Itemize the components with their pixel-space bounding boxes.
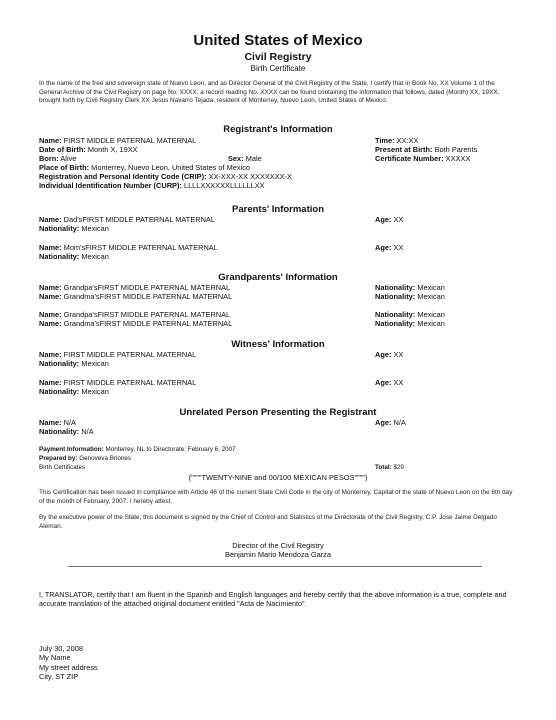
director-title: Director of the Civil Registry bbox=[232, 541, 324, 550]
witness1-nationality-row: Nationality: Mexican bbox=[39, 359, 109, 368]
translator-address-block bbox=[39, 644, 98, 682]
payment-words: (""""TWENTY-NINE and 00/100 MEXICAN PESOS"""") bbox=[188, 473, 368, 482]
parents-heading: Parents' Information bbox=[232, 204, 324, 215]
document-title: United States of Mexico bbox=[193, 32, 363, 49]
grandma1-nationality-row: Nationality: Mexican bbox=[375, 292, 445, 301]
document-subtitle: Civil Registry bbox=[244, 51, 312, 63]
payment-total-row: Total: $29 bbox=[375, 464, 404, 471]
registrant-born-row: Born: Alive bbox=[39, 154, 77, 163]
unrelated-age-row: Age: N/A bbox=[375, 418, 406, 427]
unrelated-heading: Unrelated Person Presenting the Registrant bbox=[179, 407, 377, 418]
registrant-pob-row: Place of Birth: Monterrey, Nuevo Leon, United States of Mexico bbox=[39, 163, 251, 172]
unrelated-name-row: Name: N/A bbox=[39, 418, 76, 427]
registrant-cert-row: Certificate Number: XXXXX bbox=[375, 154, 471, 163]
translator-statement: I, TRANSLATOR, certify that I am fluent in the Spanish and English languages and hereby certify that the above information is a true, complete and accurate translation of the attached original document entitled "Acta de Nacimiento". bbox=[39, 590, 507, 609]
footer-street: My street address bbox=[39, 662, 98, 672]
father-nationality-row: Nationality: Mexican bbox=[39, 224, 109, 233]
payment-info-row: Payment Information: Monterrey, NL to Directorate: February 6, 2007 bbox=[39, 446, 236, 453]
certification-paragraph: This Certification has been issued in compliance with Article 46 of the current State Civil Code in the city of Monterrey, Capital of the state of Nuevo Leon on the 6th day of the month of February, 2007. I hereby attest. bbox=[39, 489, 513, 505]
intro-paragraph: In the name of the free and sovereign state of Nuevo Leon, and as Director General of the Civil Registry of the State, I certify that in Book No. XX Volume 1 of the General Archive of the Civil Registry on page No. XXXX, a record reading No. XXXX can be found containing the information that follows, dated (Month) XX, 19XX, brought forth by Civil Registry Clerk XX Jesus Navarro Tejada, resident of Monterrey, Nuevo Leon, United States of Mexico. bbox=[39, 80, 500, 105]
registrant-heading: Registrant's Information bbox=[223, 124, 333, 135]
document-type: Birth Certificate bbox=[250, 64, 306, 73]
footer-city: City, ST ZIP bbox=[39, 672, 79, 682]
registrant-name-row: Name: FIRST MIDDLE PATERNAL MATERNAL bbox=[39, 136, 197, 145]
divider-line bbox=[68, 566, 482, 567]
witness-heading: Witness' Information bbox=[231, 339, 325, 350]
witness1-name-row: Name: FIRST MIDDLE PATERNAL MATERNAL bbox=[39, 350, 197, 359]
director-name: Benjamin Mario Mendoza Garza bbox=[225, 550, 331, 559]
grandma1-name-row: Name: Grandma'sFIRST MIDDLE PATERNAL MATERNAL bbox=[39, 292, 233, 301]
prepared-by-row: Prepared by: Genoveva Briones bbox=[39, 455, 132, 462]
executive-paragraph: By the executive power of the State, this document is signed by the Chief of Control and Statistics of the Directorate of the Civil Registry, C.P. Jose Jaime Delgado Aleman. bbox=[39, 514, 497, 530]
grandma2-name-row: Name: Grandma'sFIRST MIDDLE PATERNAL MATERNAL bbox=[39, 319, 233, 328]
grandma2-nationality-row: Nationality: Mexican bbox=[375, 319, 445, 328]
father-name-row: Name: Dad'sFIRST MIDDLE PATERNAL MATERNAL bbox=[39, 215, 215, 224]
grandpa2-nationality-row: Nationality: Mexican bbox=[375, 310, 445, 319]
registrant-sex-row: Sex: Male bbox=[228, 154, 262, 163]
witness2-age-row: Age: XX bbox=[375, 378, 404, 387]
grandpa1-name-row: Name: Grandpa'sFIRST MIDDLE PATERNAL MATERNAL bbox=[39, 283, 231, 292]
grandpa1-nationality-row: Nationality: Mexican bbox=[375, 283, 445, 292]
registrant-crip-row: Registration and Personal Identity Code (CRIP): XX-XXX-XX XXXXXXX-X bbox=[39, 172, 292, 181]
registrant-time-row: Time: XX:XX bbox=[375, 136, 419, 145]
witness2-name-row: Name: FIRST MIDDLE PATERNAL MATERNAL bbox=[39, 378, 197, 387]
registrant-dob-row: Date of Birth: Month X, 19XX bbox=[39, 145, 138, 154]
mother-age-row: Age: XX bbox=[375, 243, 404, 252]
grandpa2-name-row: Name: Grandpa'sFIRST MIDDLE PATERNAL MATERNAL bbox=[39, 310, 231, 319]
footer-name: My Name bbox=[39, 653, 71, 663]
payment-item: Birth Certificates bbox=[39, 464, 86, 471]
unrelated-nationality-row: Nationality: N/A bbox=[39, 427, 94, 436]
footer-date: July 30, 2008 bbox=[39, 644, 83, 653]
witness1-age-row: Age: XX bbox=[375, 350, 404, 359]
registrant-present-row: Present at Birth: Both Parents bbox=[375, 145, 478, 154]
father-age-row: Age: XX bbox=[375, 215, 404, 224]
grandparents-heading: Grandparents' Information bbox=[218, 272, 338, 283]
witness2-nationality-row: Nationality: Mexican bbox=[39, 387, 109, 396]
mother-name-row: Name: Mom'sFIRST MIDDLE PATERNAL MATERNAL bbox=[39, 243, 218, 252]
registrant-curp-row: Individual Identification Number (CURP): LLLLXXXXXXLLLLLLXX bbox=[39, 181, 265, 190]
mother-nationality-row: Nationality: Mexican bbox=[39, 252, 109, 261]
